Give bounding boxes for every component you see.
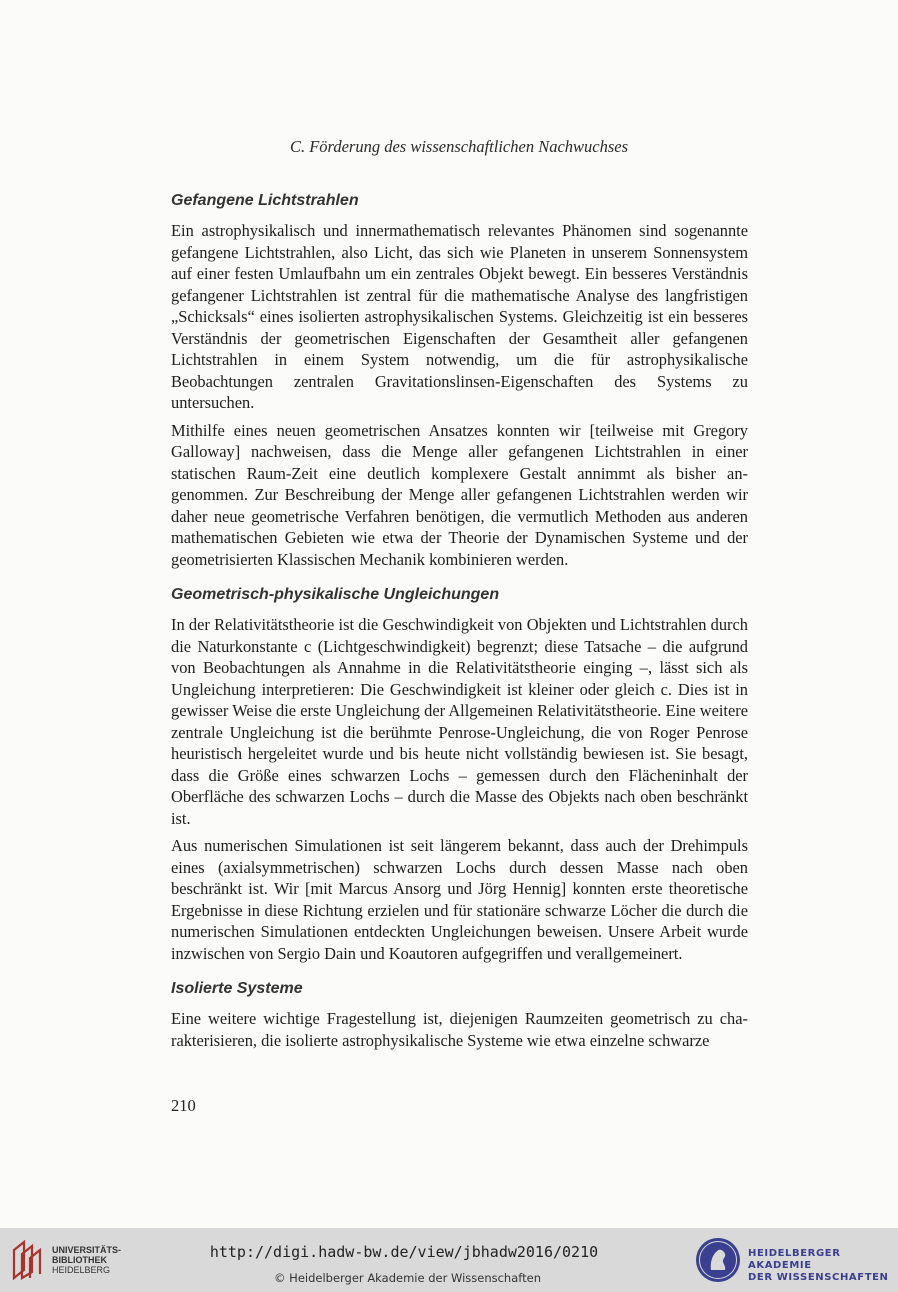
- section-heading-ungleichungen: Geometrisch-physikalische Ungleichungen: [171, 586, 500, 603]
- paragraph: Aus numerischen Simulationen ist seit längerem bekannt, dass auch der Drehimpuls eines (axialsymmetrischen) schwarzen Lochs durch dessen Masse nach oben beschränkt ist. Wir [mit Marcus Ansorg und Jörg Hennig] konnten erste theoretische Ergebnisse in diese Richtung erzielen und für stationäre schwarze Löcher die durch die numerischen Simulationen entdeckten Ungleichungen beweisen. Unsere Arbeit wurde inzwischen von Sergio Dain und Koautoren aufgegriffen und verallgemeinert.: [171, 836, 748, 963]
- academy-name: [748, 1248, 898, 1284]
- page-number: 210: [171, 1096, 196, 1115]
- paragraph: Mithilfe eines neuen geometrischen Ansatzes konnten wir [teilweise mit Gregory Galloway] nachweisen, dass die Menge aller gefangenen Lichtstrahlen in einer statischen Raum-Zeit eine deutlich komplexere Gestalt annimmt als bisher angenommen. Zur Beschreibung der Menge aller gefangenen Lichtstrahlen werden wir daher neue geometrische Verfahren benötigen, die vermutlich Methoden aus anderen mathematischen Gebieten wie etwa der Theorie der Dynamischen Systeme und der geometrisierten Klassischen Mechanik kombinieren werden.: [171, 420, 748, 569]
- section-heading-gefangene-lichtstrahlen: Gefangene Lichtstrahlen: [171, 192, 359, 209]
- library-name-line: BIBLIOTHEK: [52, 1255, 107, 1265]
- library-name-line: HEIDELBERG: [52, 1265, 111, 1275]
- copyright-notice: © Heidelberger Akademie der Wissenschaften: [274, 1271, 541, 1285]
- permalink-url[interactable]: http://digi.hadw-bw.de/view/jbhadw2016/0210: [209, 1243, 599, 1261]
- section-heading-isolierte-systeme: Isolierte Systeme: [171, 980, 303, 997]
- academy-name-line: HEIDELBERGER AKADEMIE: [748, 1248, 841, 1271]
- paragraph: In der Relativitätstheorie ist die Geschwindigkeit von Objekten und Lichtstrahlen durch die Naturkonstante c (Lichtgeschwindigkeit) begrenzt; diese Tatsache – die aufgrund von Beobachtungen als Annahme in die Relativitätstheorie einging –, lässt sich als Ungleichung interpretieren: Die Geschwindigkeit ist kleiner oder gleich c. Dies ist in gewisser Weise die erste Ungleichung der Allgemeinen Relativitätstheorie. Eine weitere zentrale Ungleichung ist die berühmte Penrose-Ungleichung, die von Roger Penrose heuristisch hergeleitet wurde und bis heute nicht vollständig bewiesen ist. Sie besagt, dass die Größe eines schwarzen Lochs – gemessen durch den Flächeninhalt der Oberfläche des schwarzen Lochs – durch die Masse des Objekts nach oben beschränkt ist.: [171, 615, 748, 828]
- paragraph: Eine weitere wichtige Fragestellung ist, diejenigen Raumzeiten geometrisch zu charakterisieren, die isolierte astrophysikalische Systeme wie etwa einzelne schwarze: [171, 1009, 748, 1050]
- paragraph: Ein astrophysikalisch und innermathematisch relevantes Phänomen sind sogenannte gefangene Lichtstrahlen, also Licht, das sich wie Planeten in unserem Sonnensystem auf einer festen Umlaufbahn um ein zentrales Objekt bewegt. Ein besseres Verständnis gefangener Lichtstrahlen ist zentral für die mathematische Analyse des langfristigen „Schicksals“ eines isolierten astrophysikalischen Systems. Gleichzeitig ist ein besseres Verständnis der geometrischen Eigenschaften der Gesamtheit aller gefangenen Lichtstrahlen in einem System notwendig, um die für astrophysikalische Beobachtungen zentralen Gravitationslinsen-Eigenschaften des Systems zu untersuchen.: [171, 221, 748, 412]
- body-text: [171, 190, 748, 1057]
- library-name-line: UNIVERSITÄTS-: [52, 1245, 122, 1255]
- academy-seal-icon: [694, 1236, 742, 1284]
- viewer-footer: [0, 1228, 898, 1292]
- academy-name-line: DER WISSENSCHAFTEN: [748, 1272, 889, 1283]
- running-header: C. Förderung des wissenschaftlichen Nachwuchses: [289, 137, 629, 156]
